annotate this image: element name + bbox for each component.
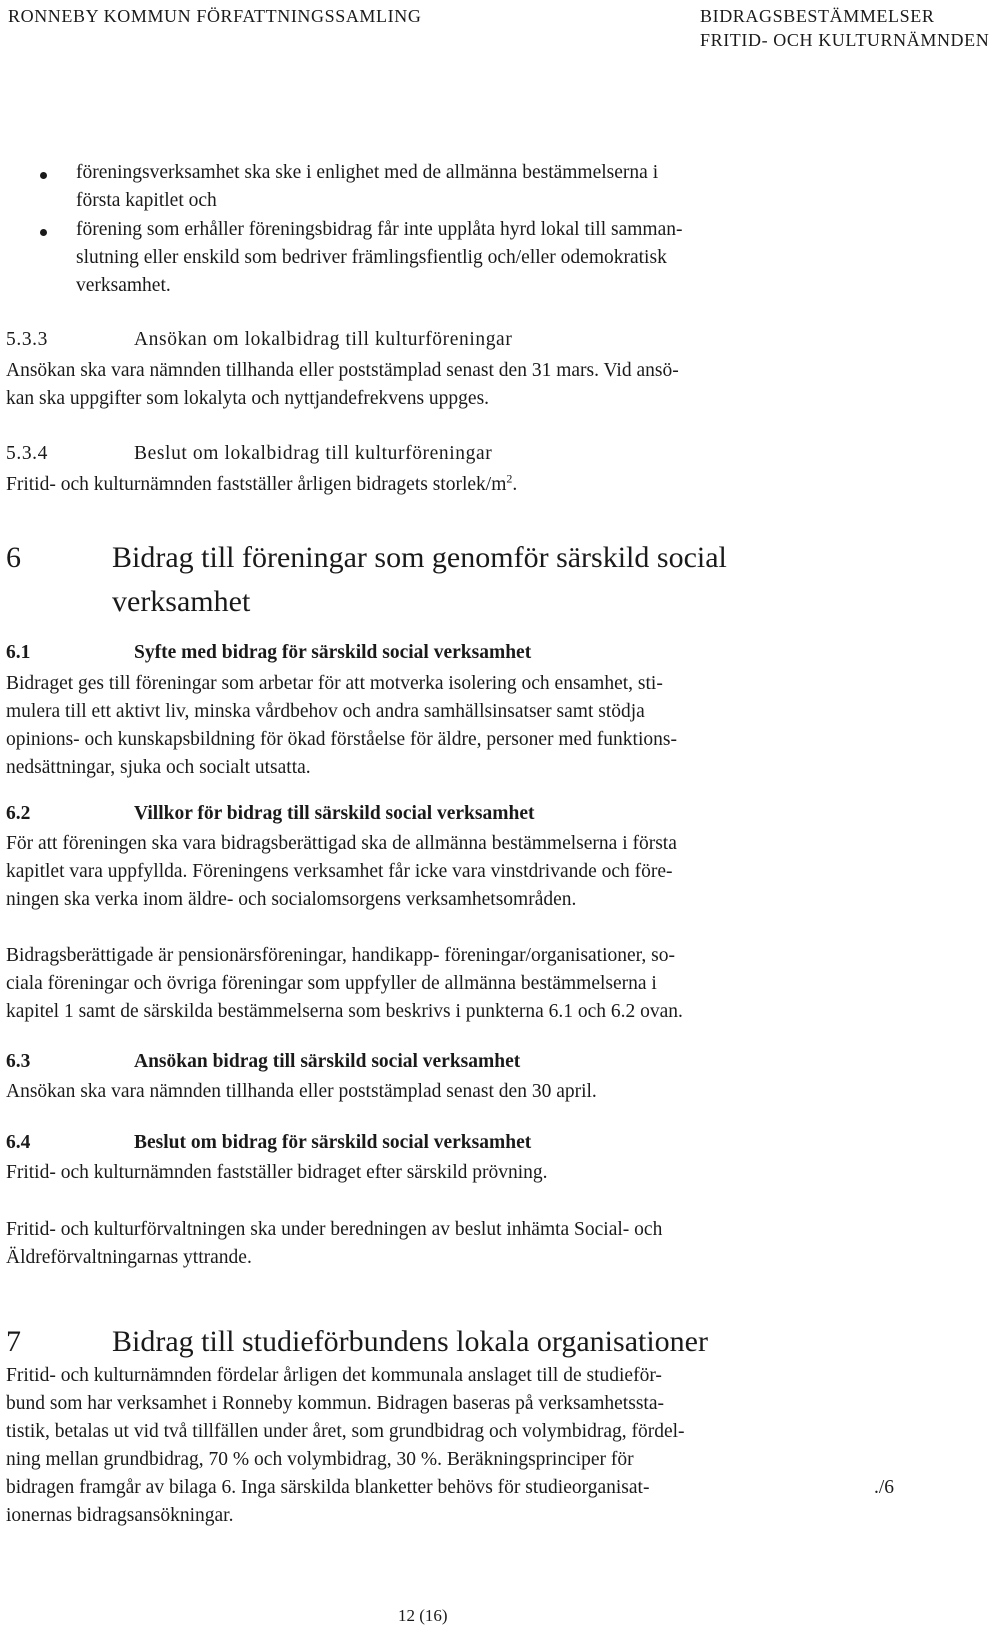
section-title: Beslut om bidrag för särskild social verksamhet	[134, 1132, 532, 1153]
paragraph-line: ionernas bidragsansökningar.	[6, 1505, 234, 1526]
section-number: 6.3	[6, 1051, 31, 1072]
paragraph-line: bund som har verksamhet i Ronneby kommun. Bidragen baseras på verksamhetssta-	[6, 1393, 664, 1414]
paragraph-line: ningen ska verka inom äldre- och socialomsorgens verksamhetsområden.	[6, 889, 577, 910]
paragraph-line: Äldreförvaltningarnas yttrande.	[6, 1247, 252, 1268]
paragraph-line: nedsättningar, sjuka och socialt utsatta.	[6, 757, 311, 778]
section-number: 6.1	[6, 642, 31, 663]
continuation-marker: ./6	[874, 1477, 895, 1498]
section-number: 6.2	[6, 803, 31, 824]
paragraph-line: För att föreningen ska vara bidragsberättigad ska de allmänna bestämmelserna i första	[6, 833, 677, 854]
paragraph-line	[6, 471, 517, 500]
paragraph-line: Fritid- och kulturförvaltningen ska under beredningen av beslut inhämta Social- och	[6, 1219, 663, 1240]
header-right-line2: FRITID- OCH KULTURNÄMNDEN	[700, 30, 989, 50]
header-right-line1: BIDRAGSBESTÄMMELSER	[700, 6, 935, 26]
header-left: RONNEBY KOMMUN FÖRFATTNINGSSAMLING	[8, 6, 422, 26]
section-title: Ansökan om lokalbidrag till kulturföreningar	[134, 329, 513, 350]
paragraph-line: mulera till ett aktivt liv, minska vårdbehov och andra samhällsinsatser samt stödja	[6, 701, 645, 722]
chapter-title-line-1: Bidrag till föreningar som genomför särskild social	[112, 541, 727, 574]
bullet-2-line-1: förening som erhåller föreningsbidrag får inte upplåta hyrd lokal till samman-	[76, 219, 683, 240]
paragraph-line: kapitlet vara uppfyllda. Föreningens verksamhet får icke vara vinstdrivande och före-	[6, 861, 673, 882]
paragraph-line: Bidraget ges till föreningar som arbetar för att motverka isolering och ensamhet, sti-	[6, 673, 663, 694]
paragraph-line: tistik, betalas ut vid två tillfällen under året, som grundbidrag och volymbidrag, fördel-	[6, 1421, 685, 1442]
period: .	[512, 474, 518, 495]
paragraph-line: Fritid- och kulturnämnden fördelar årligen det kommunala anslaget till de studieför-	[6, 1365, 662, 1386]
page-number: 12 (16)	[398, 1606, 448, 1625]
paragraph-line: Ansökan ska vara nämnden tillhanda eller poststämplad senast den 31 mars. Vid ansö-	[6, 360, 679, 381]
paragraph-line: ciala föreningar och övriga föreningar som uppfyller de allmänna bestämmelserna i	[6, 973, 657, 994]
paragraph-line: kapitel 1 samt de särskilda bestämmelserna som beskrivs i punkterna 6.1 och 6.2 ovan.	[6, 1001, 683, 1022]
paragraph-line: Ansökan ska vara nämnden tillhanda eller poststämplad senast den 30 april.	[6, 1081, 597, 1102]
section-title: Syfte med bidrag för särskild social verksamhet	[134, 642, 532, 663]
section-title: Beslut om lokalbidrag till kulturföreningar	[134, 443, 493, 464]
chapter-title: Bidrag till studieförbundens lokala organisationer	[112, 1325, 708, 1358]
paragraph-line: kan ska uppgifter som lokalyta och nyttjandefrekvens uppges.	[6, 388, 490, 409]
paragraph-text: Fritid- och kulturnämnden fastställer årligen bidragets storlek/m	[6, 474, 507, 495]
bullet-dot	[40, 229, 47, 236]
section-title: Villkor för bidrag till särskild social verksamhet	[134, 803, 535, 824]
paragraph-line: Bidragsberättigade är pensionärsföreningar, handikapp- föreningar/organisationer, so-	[6, 945, 675, 966]
bullet-2-line-2: slutning eller enskild som bedriver främlingsfientlig och/eller odemokratisk	[76, 247, 667, 268]
bullet-1-line-2: första kapitlet och	[76, 190, 217, 211]
section-number: 5.3.4	[6, 443, 48, 464]
bullet-2-line-3: verksamhet.	[76, 275, 171, 296]
paragraph-line: bidragen framgår av bilaga 6. Inga särskilda blanketter behövs för studieorganisat-	[6, 1477, 650, 1498]
bullet-1-line-1: föreningsverksamhet ska ske i enlighet med de allmänna bestämmelserna i	[76, 162, 659, 183]
paragraph-line: Fritid- och kulturnämnden fastställer bidraget efter särskild prövning.	[6, 1162, 548, 1183]
section-title: Ansökan bidrag till särskild social verksamhet	[134, 1051, 521, 1072]
bullet-dot	[40, 172, 47, 179]
section-number: 5.3.3	[6, 329, 48, 350]
paragraph-line: ning mellan grundbidrag, 70 % och volymbidrag, 30 %. Beräkningsprinciper för	[6, 1449, 634, 1470]
chapter-number: 7	[6, 1325, 21, 1358]
section-number: 6.4	[6, 1132, 31, 1153]
superscript: 2	[506, 471, 513, 486]
paragraph-line: opinions- och kunskapsbildning för ökad förståelse för äldre, personer med funktions-	[6, 729, 677, 750]
chapter-title-line-2: verksamhet	[112, 585, 251, 618]
chapter-number: 6	[6, 541, 21, 574]
